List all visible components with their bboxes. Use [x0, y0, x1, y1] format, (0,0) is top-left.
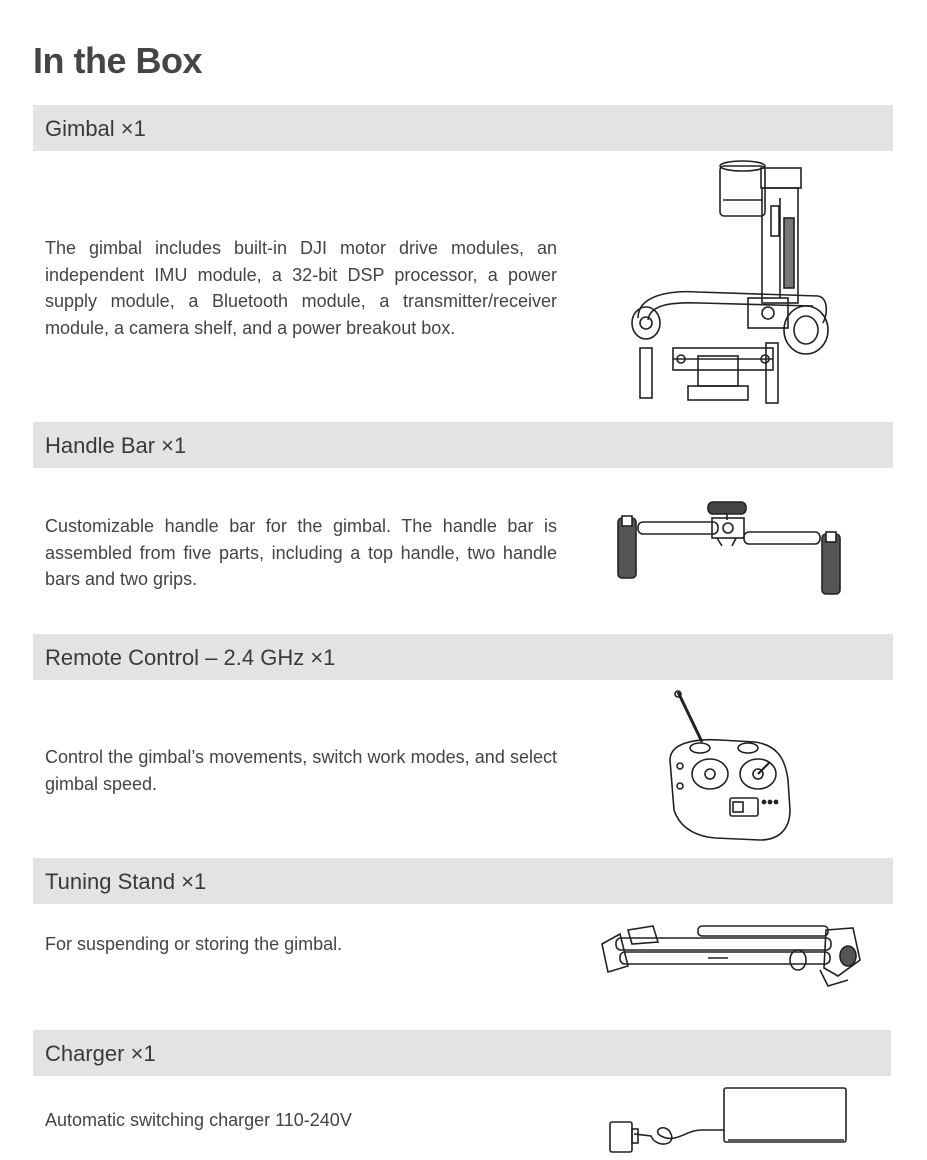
item-name: Handle Bar ×1: [45, 433, 187, 458]
section-header-gimbal: [33, 105, 893, 151]
handle-bar-illustration: [612, 498, 847, 600]
gimbal-illustration: [628, 158, 833, 410]
item-description: The gimbal includes built-in DJI motor drive modules, an independent IMU module, a 32-bit DSP processor, a power supply module, a Bluetooth module, a transmitter/receiver module, a camera shelf, and a power breakout box.: [45, 238, 557, 338]
tuning-stand-illustration: [598, 916, 863, 994]
page-title: In the Box: [33, 40, 203, 81]
item-description: For suspending or storing the gimbal.: [45, 934, 343, 954]
charger-illustration: [606, 1084, 856, 1158]
section-header-remote-control: [33, 634, 893, 680]
item-description: Customizable handle bar for the gimbal. The handle bar is assembled from five parts, including a top handle, two handle bars and two grips.: [45, 516, 557, 589]
item-name: Gimbal ×1: [45, 116, 146, 141]
item-description: Automatic switching charger 110-240V: [45, 1110, 352, 1130]
remote-control-illustration: [660, 690, 795, 845]
item-name: Remote Control – 2.4 GHz ×1: [45, 645, 336, 670]
section-header-charger: [33, 1030, 891, 1076]
item-name: Charger ×1: [45, 1041, 156, 1066]
section-header-tuning-stand: [33, 858, 893, 904]
section-header-handle-bar: [33, 422, 893, 468]
item-name: Tuning Stand ×1: [45, 869, 207, 894]
item-description: Control the gimbal’s movements, switch work modes, and select gimbal speed.: [45, 747, 557, 794]
